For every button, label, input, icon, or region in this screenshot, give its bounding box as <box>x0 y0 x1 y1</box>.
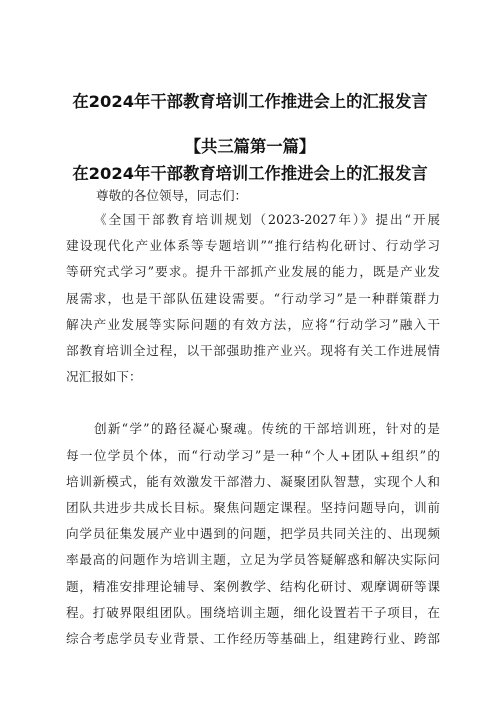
document-title: 在2024年干部教育培训工作推进会上的汇报发言 <box>72 92 428 111</box>
paragraph-line: 题，精准安排理论辅导、案例教学、结构化研讨、观摩调研等课 <box>66 578 440 594</box>
paragraph-line: 创新“学”的路径凝心聚魂。传统的干部培训班，针对的是 <box>94 421 440 437</box>
paragraph-line: 解决产业发展等实际问题的有效方法，应将“行动学习”融入干 <box>66 316 440 332</box>
paragraph-line: 部教育培训全过程，以干部强助推产业兴。现将有关工作进展情 <box>66 342 440 358</box>
paragraph-1 <box>66 207 440 390</box>
paragraph-line: 综合考虑学员专业背景、工作经历等基础上，组建跨行业、跨部 <box>66 630 440 646</box>
document-subtitle: 【共三篇第一篇】 <box>184 137 316 156</box>
paragraph-line: 等研究式学习”要求。提升干部抓产业发展的能力，既是产业发 <box>66 264 440 280</box>
paragraph-line: 况汇报如下： <box>66 369 142 385</box>
paragraph-line: 团队共进步共成长目标。聚焦问题定课程。坚持问题导向，训前 <box>66 499 440 515</box>
salutation: 尊敬的各位领导，同志们： <box>96 188 248 203</box>
paragraph-line: 培训新模式，能有效激发干部潜力、凝聚团队智慧，实现个人和 <box>66 473 440 489</box>
paragraph-line: 向学员征集发展产业中遇到的问题，把学员共同关注的、出现频 <box>66 526 440 542</box>
section-heading: 在2024年干部教育培训工作推进会上的汇报发言 <box>72 164 428 183</box>
paragraph-line: 每一位学员个体，而“行动学习”是一种“个人+团队+组织”的 <box>66 447 440 463</box>
paragraph-line: 建设现代化产业体系等专题培训”“推行结构化研讨、行动学习 <box>66 238 440 254</box>
paragraph-line: 程。打破界限组团队。围绕培训主题，细化设置若干子项目，在 <box>66 604 440 620</box>
paragraph-line: 展需求，也是干部队伍建设需要。“行动学习”是一种群策群力 <box>66 290 440 306</box>
paragraph-line: 《全国干部教育培训规划（2023-2027年）》提出“开展 <box>94 212 440 227</box>
paragraph-2 <box>66 416 440 652</box>
paragraph-line: 率最高的问题作为培训主题，立足为学员答疑解惑和解决实际问 <box>66 552 440 568</box>
